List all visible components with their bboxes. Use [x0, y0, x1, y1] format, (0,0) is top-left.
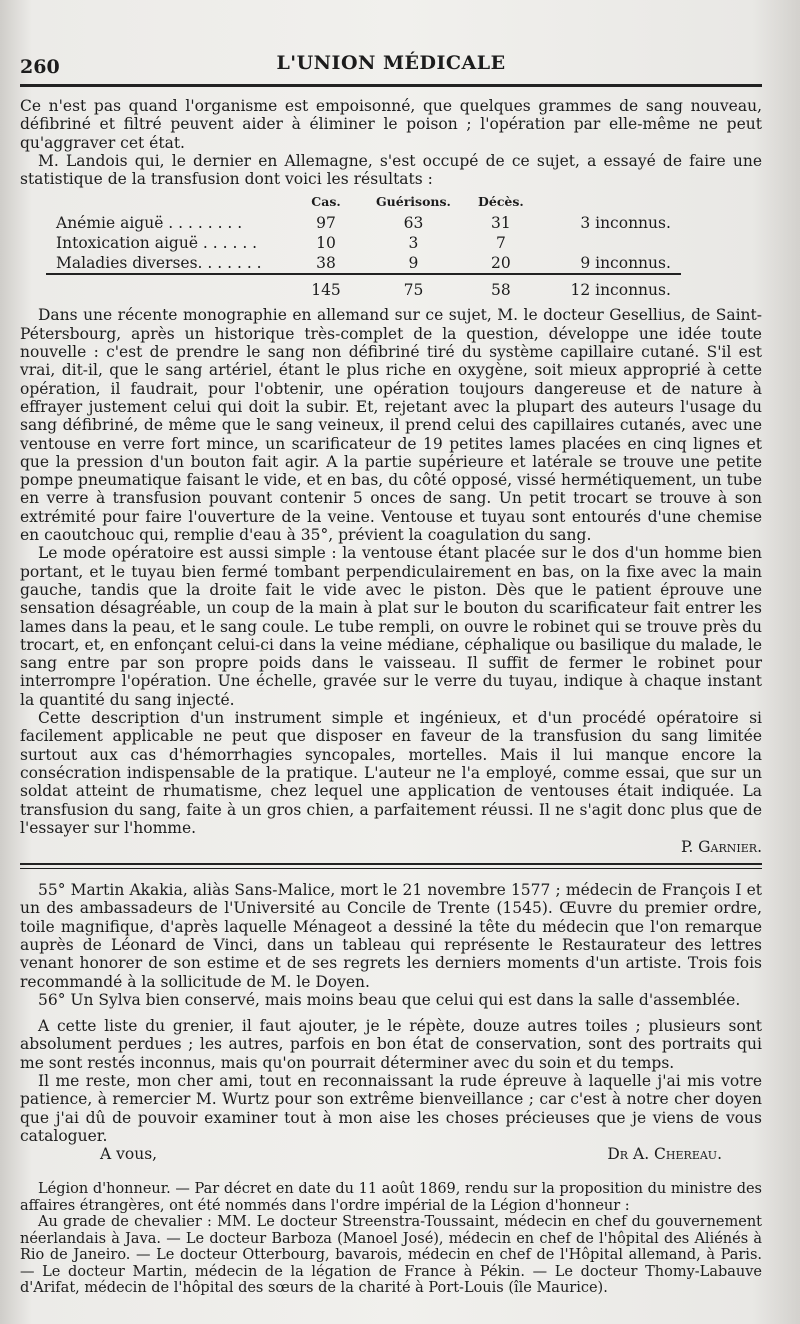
cell-cas: 38 — [316, 254, 336, 273]
table-row — [46, 233, 681, 253]
page-content — [20, 46, 762, 1297]
cell-note: 9 inconnus. — [580, 254, 671, 273]
table-header-row — [46, 194, 681, 213]
paragraph-mode-operatoire: Le mode opératoire est aussi simple : la ventouse étant placée sur le dos d'un homme bien portant, et le tuyau bien fermé tombant perpendiculairement en bas, on la fixe avec la main gauche, tandis que la droite fait le vide avec le piston. Dès que le patient éprouve une sensation désagréable, un coup de la main à plat sur le bouton du scarificateur fait entrer les lames dans la peau, et le sang coule. Le tube rempli, on ouvre le robinet qui se trouve près du trocart, et, en enfonçant celui-ci dans la veine médiane, céphalique ou basilique du malade, le sang entre par son propre poids dans le vaisseau. Il suffit de fermer le robinet pour interrompre l'opération. Une échelle, gravée sur le verre du tuyau, indique à chaque instant la quantité du sang injecté. — [20, 544, 762, 709]
cell-guerisons: 63 — [403, 214, 424, 233]
legion-section — [20, 1181, 762, 1297]
row-label: Intoxication aiguë . . . . . . — [56, 234, 258, 253]
paragraph-intro-2: M. Landois qui, le dernier en Allemagne, s'est occupé de ce sujet, a essayé de faire une statistique de la transfusion dont voici les résultats : — [20, 151, 762, 189]
cell-deces: 7 — [495, 234, 506, 253]
cell-guerisons: 3 — [408, 234, 419, 253]
paragraph-item-55: 55° Martin Akakia, aliàs Sans-Malice, mort le 21 novembre 1577 ; médecin de François I et un des ambassadeurs de l'Université au Concile de Trente (1545). Œuvre du premier ordre, toile magnifique, d'après laquelle Ménageot a dessiné la tête du médecin que l'on remarque auprès de Léonard de Vinci, dans un tableau qui représente le Restaurateur des lettres venant honorer de son estime et de ses regrets les derniers moments d'un artiste. Trois fois recommandé à la sollicitude de M. le Doyen. — [20, 881, 762, 991]
paragraph-remerciements: Il me reste, mon cher ami, tout en reconnaissant la rude épreuve à laquelle j'ai mis votre patience, à remercier M. Wurtz pour son extrême bienveillance ; car c'est à notre cher doyen que j'ai dû de pouvoir examiner tout à mon aise les choses précieuses que je viens de vous cataloguer. — [20, 1072, 762, 1145]
signature-garnier: P. Garnier. — [681, 838, 762, 857]
cell-cas: 97 — [316, 214, 336, 233]
total-cas: 145 — [286, 274, 366, 300]
closing-salutation: A vous, — [100, 1145, 158, 1164]
paragraph-legion-decree: Légion d'honneur. — Par décret en date du 11 août 1869, rendu sur la proposition du ministre des affaires étrangères, ont été nommés dans l'ordre impérial de la Légion d'honneur : — [20, 1181, 762, 1214]
table-row — [46, 213, 681, 233]
column-header-cas: Cas. — [311, 194, 341, 210]
column-header-deces: Décès. — [478, 194, 524, 210]
total-guerisons: 75 — [366, 274, 461, 300]
running-title: L'UNION MÉDICALE — [276, 52, 506, 74]
transfusion-statistics-table — [46, 194, 681, 300]
page-header — [20, 46, 762, 80]
paragraph-grenier: A cette liste du grenier, il faut ajouter, je le répète, douze autres toiles ; plusieurs sont absolument perdues ; les autres, parfois en bon état de conservation, sont des portraits qui me sont restés inconnus, mais qu'on pourrait déterminer avec du soin et du temps. — [20, 1017, 762, 1072]
total-deces: 58 — [461, 274, 541, 300]
table-row — [46, 253, 681, 274]
section-rule — [20, 863, 762, 869]
cell-guerisons: 9 — [408, 254, 419, 273]
closing-row — [20, 1145, 762, 1167]
table-total-row — [46, 274, 681, 300]
row-label: Anémie aiguë . . . . . . . . — [56, 214, 243, 233]
paragraph-gesellius: Dans une récente monographie en allemand sur ce sujet, M. le docteur Gesellius, de Saint-Pétersbourg, après un historique très-complet de la question, développe une idée toute nouvelle : c'est de prendre le sang non défibriné tiré du système capillaire cutané. S'il est vrai, dit-il, que le sang artériel, étant le plus riche en oxygène, soit mieux approprié à cette opération, il faudrait, pour l'obtenir, une opération toujours dangereuse et de nature à effrayer justement celui qui doit la subir. Et, rejetant avec la plupart des auteurs l'usage du sang défibriné, de même que le sang veineux, il prend celui des capillaires cutanés, avec une ventouse en verre fort mince, un scarificateur de 19 petites lames placées en cinq lignes et que la pression d'un bouton fait agir. A la partie supérieure et latérale se trouve une petite pompe pneumatique faisant le vide, et en bas, du côté opposé, vissé hermétiquement, un tube en verre à transfusion pouvant contenir 5 onces de sang. Un petit trocart se trouve à son extrémité pour faire l'ouverture de la veine. Ventouse et tuyau sont entourés d'une chemise en caoutchouc qui, remplie d'eau à 35°, prévient la coagulation du sang. — [20, 306, 762, 545]
paragraph-intro-1: Ce n'est pas quand l'organisme est empoisonné, que quelques grammes de sang nouveau, défibriné et filtré peuvent aider à éliminer le poison ; l'opération par elle-même ne peut qu'aggraver cet état. — [20, 97, 762, 152]
cell-note — [541, 233, 681, 253]
header-rule — [20, 84, 762, 87]
paragraph-item-56: 56° Un Sylva bien conservé, mais moins beau que celui qui est dans la salle d'assemblée. — [38, 990, 741, 1009]
paragraph-description: Cette description d'un instrument simple et ingénieux, et d'un procédé opératoire si facilement applicable ne peut que disposer en faveur de la transfusion du sang limitée surtout aux cas d'hémorrhagies syncopales, mortelles. Mais il lui manque encore la consécration indispensable de la pratique. L'auteur ne l'a employé, comme essai, que sur un soldat atteint de rhumatisme, chez lequel une application de ventouses était indiquée. La transfusion du sang, faite à un gros chien, a parfaitement réussi. Il ne s'agit donc plus que de l'essayer sur l'homme. — [20, 709, 762, 837]
cell-deces: 20 — [491, 254, 511, 273]
signature-chereau: Dr A. Chereau. — [607, 1145, 722, 1164]
column-header-guerisons: Guérisons. — [376, 194, 451, 210]
page-number: 260 — [20, 56, 60, 78]
row-label: Maladies diverses. . . . . . . — [56, 254, 262, 273]
cell-deces: 31 — [491, 214, 511, 233]
total-note: 12 inconnus. — [541, 274, 681, 300]
cell-cas: 10 — [316, 234, 336, 253]
paragraph-legion-chevaliers: Au grade de chevalier : MM. Le docteur Streenstra-Toussaint, médecin en chef du gouvernement néerlandais à Java. — Le docteur Barboza (Manoel José), médecin en chef de l'hôpital des Aliénés à Rio de Janeiro. — Le docteur Otterbourg, bavarois, médecin en chef de l'Hôpital allemand, à Paris. — Le docteur Martin, médecin de la légation de France à Pékin. — Le docteur Thomy-Labauve d'Arifat, médecin de l'hôpital des sœurs de la charité à Port-Louis (île Maurice). — [20, 1214, 762, 1297]
cell-note: 3 inconnus. — [580, 214, 671, 233]
